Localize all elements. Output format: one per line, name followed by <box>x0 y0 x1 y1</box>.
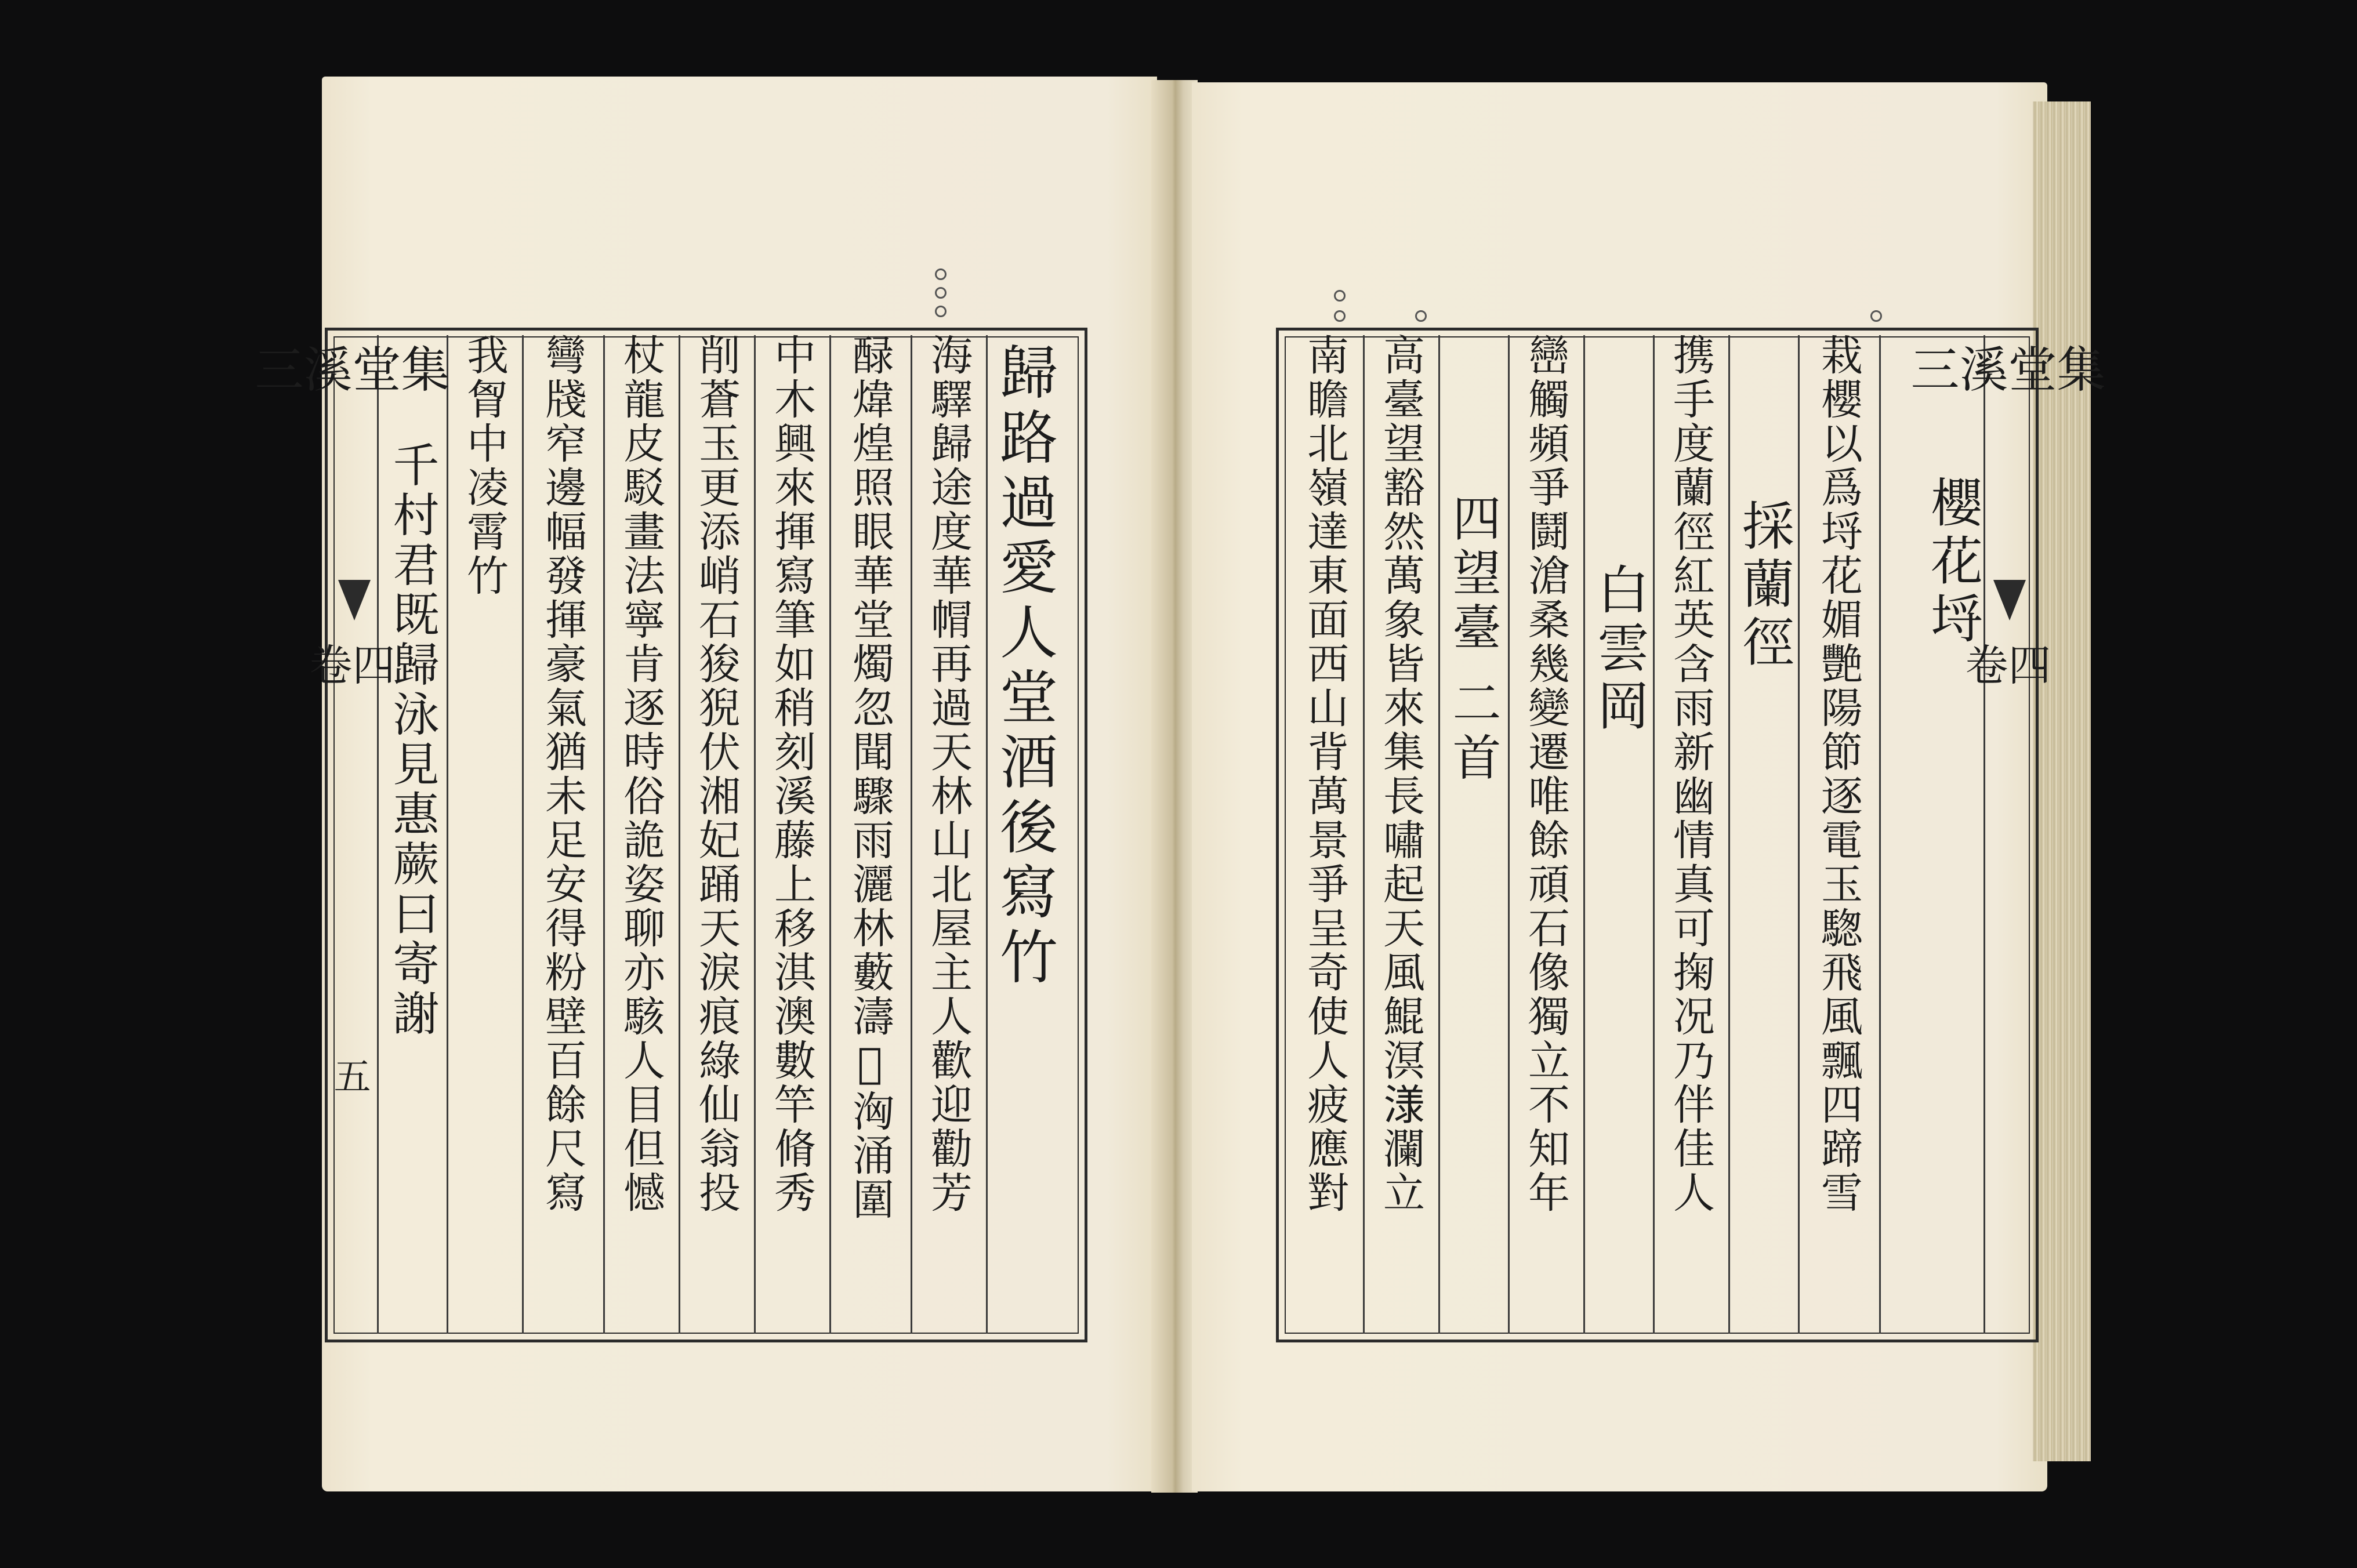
right-header-title: 三溪堂集 <box>1910 342 2106 398</box>
text-column: 歸路過愛人堂酒後寫竹 <box>990 342 1058 992</box>
text-column: 白雲岡 <box>1588 562 1649 736</box>
fish-tail-mark <box>1993 580 2026 620</box>
text-column: 櫻花埒 <box>1921 476 1982 649</box>
left-page-number: 五 <box>333 1056 371 1099</box>
text-column: 醁煒煌照眼華堂燭忽聞驟雨灑林藪濤𣿲洶涌圍 <box>846 333 894 1222</box>
column-rule <box>1583 335 1585 1334</box>
circle-mark <box>935 268 947 280</box>
text-column: 南瞻北嶺達東面西山背萬景爭呈奇使人疲應對 <box>1300 333 1349 1215</box>
text-column: 削蒼玉更添峭石狻猊伏湘妃踊天淚痕綠仙翁投 <box>692 333 741 1215</box>
text-column: 千村君既歸泳見惠蕨曰寄謝 <box>385 441 439 1039</box>
column-rule <box>1728 335 1730 1334</box>
column-rule <box>1438 335 1440 1334</box>
text-column: 栽櫻以爲埒花媚艷陽節逐電玉騘飛風飄四蹄雪 <box>1814 333 1863 1215</box>
text-column: 我胷中凌霄竹 <box>460 333 509 598</box>
left-header-volume: 卷四 <box>309 641 396 691</box>
circle-mark <box>935 287 947 299</box>
circle-mark <box>1415 310 1427 322</box>
circle-mark <box>1334 290 1346 302</box>
book-gutter <box>1151 80 1198 1493</box>
text-column: 携手度蘭徑紅英含雨新幽情真可掬况乃伴佳人 <box>1666 333 1715 1215</box>
column-rule <box>1983 335 1985 1334</box>
left-header-title: 三溪堂集 <box>255 342 450 398</box>
text-column: 海驛歸途度華㡌再過天林山北屋主人歡迎勸芳 <box>924 333 973 1215</box>
circle-mark <box>1334 310 1346 322</box>
page-edges <box>2033 101 2091 1461</box>
text-column: 巒觸頻爭鬪滄桑幾變遷唯餘頑石像獨立不知年 <box>1521 333 1570 1215</box>
circle-mark <box>1870 310 1882 322</box>
fish-tail-mark <box>338 580 371 620</box>
text-column: 中木興來揮寫筆如稍刻溪藤上移淇澳數竿脩秀 <box>767 333 816 1215</box>
column-rule <box>1879 335 1881 1334</box>
text-column: 杖龍皮駁畫法寧肯逐時俗詭姿聊亦駭人目但憾 <box>617 333 665 1215</box>
right-header-volume: 卷四 <box>1965 641 2051 691</box>
text-column: 彎牋窄邊幅發揮豪氣猶未足安得粉壁百餘尺寫 <box>538 333 587 1215</box>
text-column: 採蘭徑 <box>1733 499 1794 673</box>
circle-mark <box>935 306 947 317</box>
text-column: 高臺望豁然萬象皆來集長嘯起天風鯤溟𣻌瀾立 <box>1376 333 1425 1215</box>
text-column: 四望臺 二首 <box>1445 493 1502 787</box>
